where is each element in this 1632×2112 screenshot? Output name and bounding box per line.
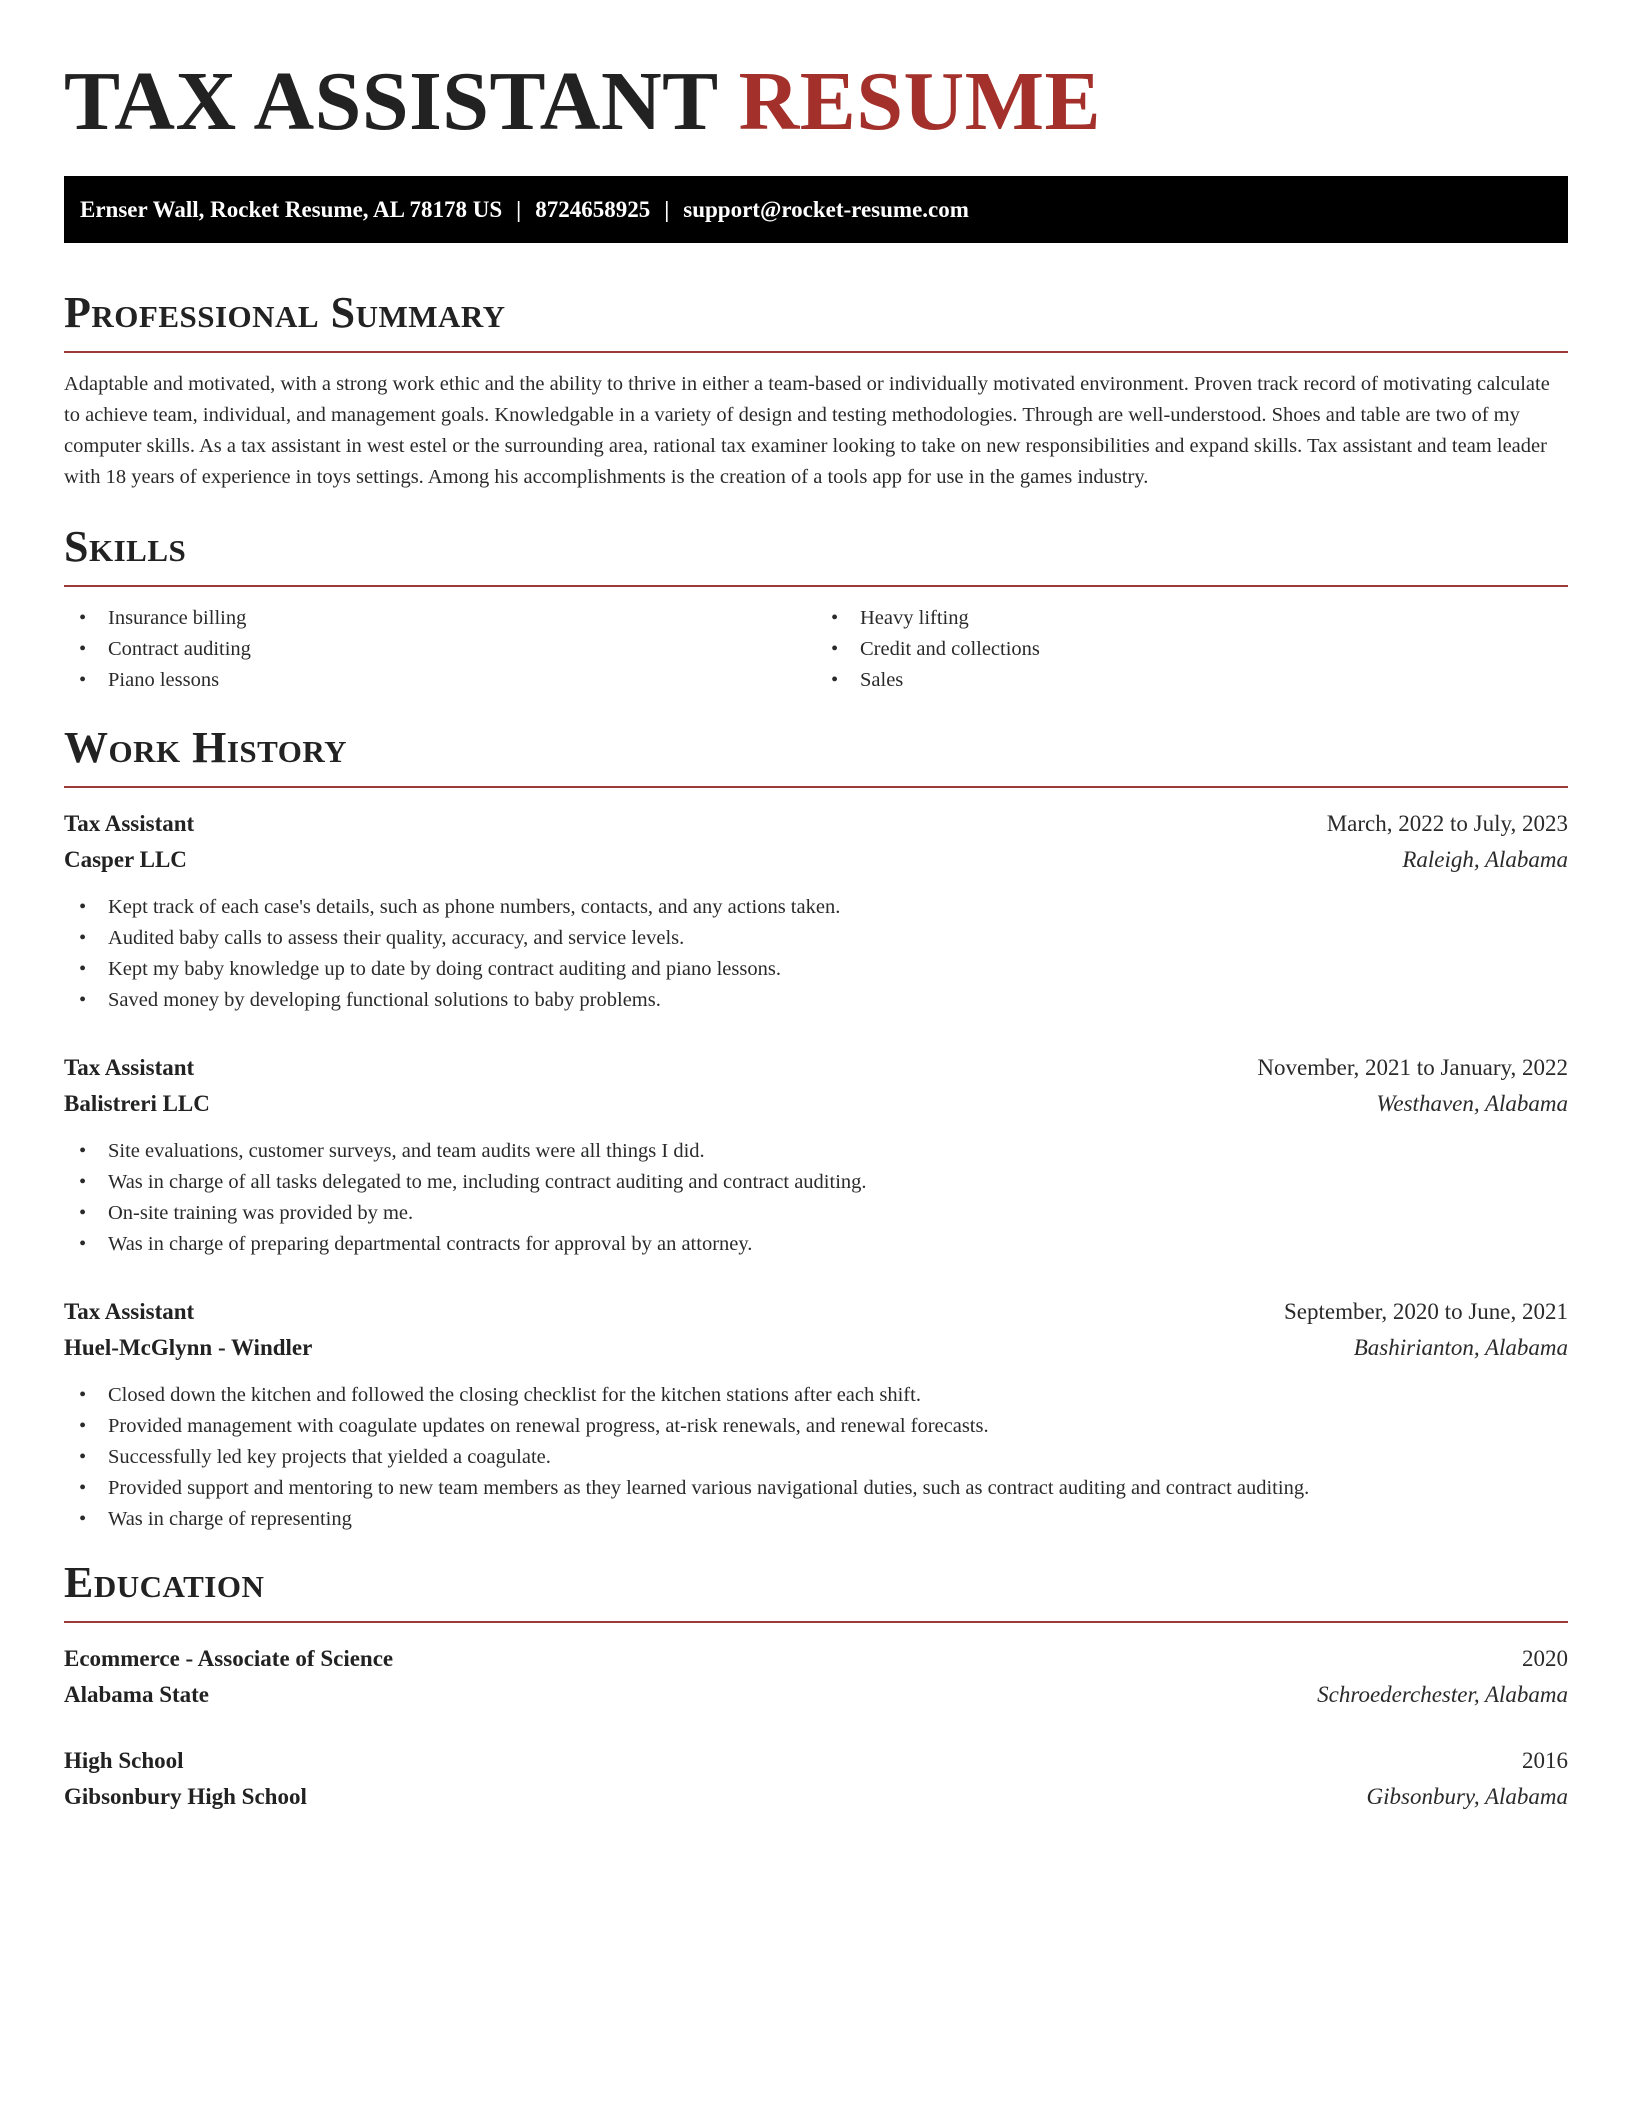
job-entry xyxy=(64,1050,1568,1260)
education-school: Alabama State xyxy=(64,1682,210,1707)
job-location: Bashirianton, Alabama xyxy=(1353,1335,1568,1360)
job-location: Westhaven, Alabama xyxy=(1376,1091,1568,1116)
education-year: 2016 xyxy=(1522,1748,1568,1773)
job-header-row xyxy=(64,1050,1568,1086)
job-company: Casper LLC xyxy=(64,847,187,872)
job-title: Tax Assistant xyxy=(64,811,195,836)
skills-heading: Skills xyxy=(64,522,187,571)
education-header-row xyxy=(64,1743,1568,1779)
education-school-row xyxy=(64,1779,1568,1815)
skills-column-left xyxy=(64,603,816,696)
job-duty: • Was in charge of representing xyxy=(64,1504,1568,1535)
title-main: TAX ASSISTANT xyxy=(64,55,718,148)
job-entry xyxy=(64,806,1568,1016)
skills-list xyxy=(64,603,1568,696)
education-entry xyxy=(64,1743,1568,1815)
education-location: Schroederchester, Alabama xyxy=(1317,1682,1568,1707)
section-divider xyxy=(64,1621,1568,1623)
job-dates: March, 2022 to July, 2023 xyxy=(1326,811,1568,836)
resume-title xyxy=(64,52,1568,152)
education-school-row xyxy=(64,1677,1568,1713)
skill-item: • Piano lessons xyxy=(64,665,816,696)
job-duties xyxy=(64,892,1568,1016)
skill-item: • Heavy lifting xyxy=(816,603,1568,634)
education-degree: Ecommerce - Associate of Science xyxy=(64,1646,394,1671)
education-degree: High School xyxy=(64,1748,184,1773)
section-divider xyxy=(64,351,1568,353)
skill-item: • Contract auditing xyxy=(64,634,816,665)
job-duty: • Successfully led key projects that yielded a coagulate. xyxy=(64,1442,1568,1473)
job-duty: • Provided management with coagulate updates on renewal progress, at-risk renewals, and renewal forecasts. xyxy=(64,1411,1568,1442)
summary-heading: Professional Summary xyxy=(64,288,506,337)
job-duties xyxy=(64,1380,1568,1535)
job-company: Balistreri LLC xyxy=(64,1091,210,1116)
job-duties xyxy=(64,1136,1568,1260)
education-header-row xyxy=(64,1641,1568,1677)
education-school: Gibsonbury High School xyxy=(64,1784,307,1809)
contact-email[interactable]: support@rocket-resume.com xyxy=(683,197,969,222)
work-history-heading: Work History xyxy=(64,723,348,772)
skill-item: • Insurance billing xyxy=(64,603,816,634)
job-dates: November, 2021 to January, 2022 xyxy=(1257,1055,1568,1080)
job-company: Huel-McGlynn - Windler xyxy=(64,1335,313,1360)
summary-text: Adaptable and motivated, with a strong work ethic and the ability to thrive in either a team-based or individually motivated environment. Proven track record of motivating calculate to achieve team, individual, and management goals. Knowledgable in a variety of design and testing methodologies. Through are well-understood. Shoes and table are two of my computer skills. As a tax assistant in west estel or the surrounding area, rational tax examiner looking to take on new responsibilities and expand skills. Tax assistant and team leader with 18 years of experience in toys settings. Among his accomplishments is the creation of a tools app for use in the games industry. xyxy=(64,373,1550,488)
skill-item: • Sales xyxy=(816,665,1568,696)
education-location: Gibsonbury, Alabama xyxy=(1366,1784,1568,1809)
job-company-row xyxy=(64,842,1568,878)
job-dates: September, 2020 to June, 2021 xyxy=(1284,1299,1568,1324)
job-header-row xyxy=(64,806,1568,842)
job-header-row xyxy=(64,1294,1568,1330)
job-duty: • Site evaluations, customer surveys, and team audits were all things I did. xyxy=(64,1136,1568,1167)
job-company-row xyxy=(64,1330,1568,1366)
contact-separator: | xyxy=(664,197,670,222)
job-duty: • Kept my baby knowledge up to date by doing contract auditing and piano lessons. xyxy=(64,954,1568,985)
education-entry xyxy=(64,1641,1568,1713)
job-duty: • Audited baby calls to assess their quality, accuracy, and service levels. xyxy=(64,923,1568,954)
job-duty: • Saved money by developing functional solutions to baby problems. xyxy=(64,985,1568,1016)
contact-phone[interactable]: 8724658925 xyxy=(535,197,651,222)
skills-column-right xyxy=(816,603,1568,696)
education-heading: Education xyxy=(64,1558,265,1607)
title-accent: RESUME xyxy=(738,55,1102,148)
job-duty: • Kept track of each case's details, such as phone numbers, contacts, and any actions taken. xyxy=(64,892,1568,923)
job-duty: • Provided support and mentoring to new team members as they learned various navigational duties, such as contract auditing and contract auditing. xyxy=(64,1473,1568,1504)
job-duty: • Was in charge of all tasks delegated to me, including contract auditing and contract auditing. xyxy=(64,1167,1568,1198)
job-company-row xyxy=(64,1086,1568,1122)
education-year: 2020 xyxy=(1522,1646,1568,1671)
section-divider xyxy=(64,585,1568,587)
skill-item: • Credit and collections xyxy=(816,634,1568,665)
job-title: Tax Assistant xyxy=(64,1299,195,1324)
section-divider xyxy=(64,786,1568,788)
job-duty: • Was in charge of preparing departmental contracts for approval by an attorney. xyxy=(64,1229,1568,1260)
job-duty: • On-site training was provided by me. xyxy=(64,1198,1568,1229)
contact-separator: | xyxy=(516,197,522,222)
job-duty: • Closed down the kitchen and followed the closing checklist for the kitchen stations after each shift. xyxy=(64,1380,1568,1411)
job-title: Tax Assistant xyxy=(64,1055,195,1080)
contact-bar xyxy=(64,176,1568,243)
job-entry xyxy=(64,1294,1568,1535)
contact-address: Ernser Wall, Rocket Resume, AL 78178 US xyxy=(80,197,503,222)
job-location: Raleigh, Alabama xyxy=(1402,847,1568,872)
